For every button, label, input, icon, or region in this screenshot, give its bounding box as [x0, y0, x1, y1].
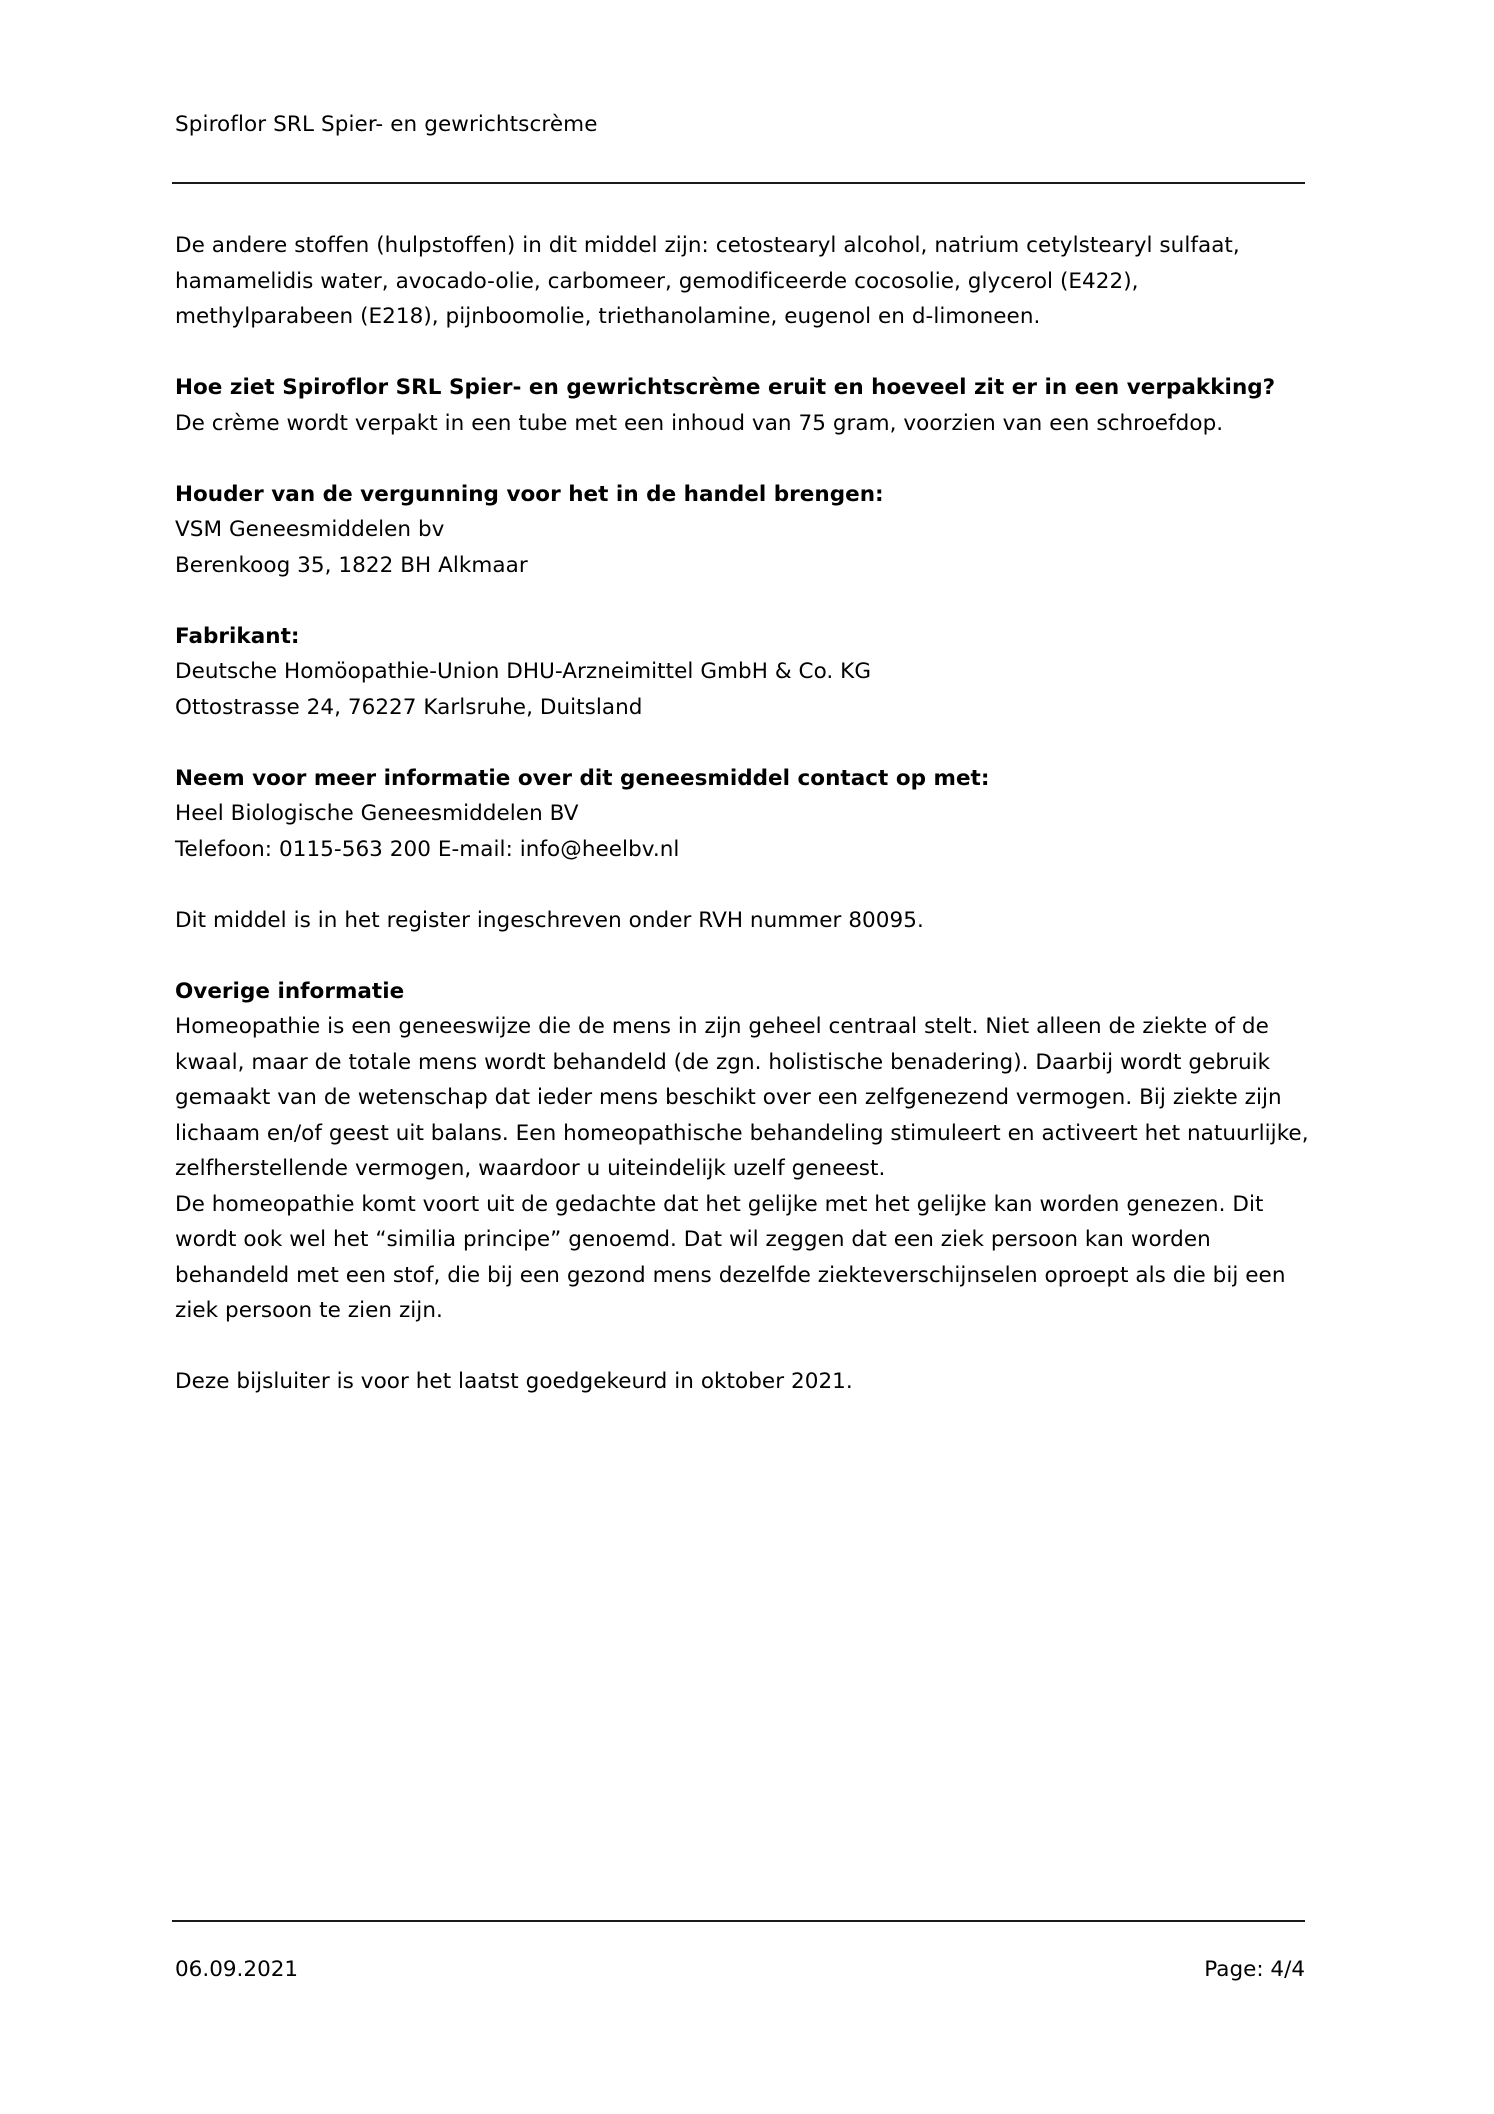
- marketing-authorisation-company: VSM Geneesmiddelen bv: [175, 517, 445, 542]
- appearance-text: De crème wordt verpakt in een tube met een inhoud van 75 gram, voorzien van een schroefdop.: [175, 410, 1224, 436]
- manufacturer-address: Ottostrasse 24, 76227 Karlsruhe, Duitsland: [175, 694, 643, 720]
- contact-details: Telefoon: 0115-563 200 E-mail: info@heelbv.nl: [175, 836, 680, 862]
- spacer: [175, 725, 1315, 761]
- page-header-title: Spiroflor SRL Spier- en gewrichtscrème: [175, 112, 598, 137]
- manufacturer-company: Deutsche Homöopathie-Union DHU-Arzneimittel GmbH & Co. KG: [175, 659, 872, 684]
- registration-text: Dit middel is in het register ingeschreven onder RVH nummer 80095.: [175, 907, 924, 933]
- footer-page-number: Page: 4/4: [1204, 1957, 1305, 1982]
- manufacturer-heading: Fabrikant:: [175, 623, 300, 649]
- spacer: [175, 335, 1315, 371]
- contact-company: Heel Biologische Geneesmiddelen BV: [175, 801, 579, 826]
- marketing-authorisation-heading: Houder van de vergunning voor het in de handel brengen:: [175, 481, 884, 507]
- contact-heading: Neem voor meer informatie over dit geneesmiddel contact op met:: [175, 765, 990, 791]
- footer-date: 06.09.2021: [175, 1957, 299, 1982]
- header-divider: [172, 182, 1305, 184]
- page-footer: [175, 1955, 1305, 1985]
- spacer: [175, 867, 1315, 903]
- other-info-paragraph-1: Homeopathie is een geneeswijze die de mens in zijn geheel centraal stelt. Niet alleen de ziekte of de kwaal, maar de totale mens wordt behandeld (de zgn. holistische benadering). Daarbij wordt gebruik gemaakt van de wetenschap dat ieder mens beschikt over een zelfgenezend vermogen. Bij ziekte zijn lichaam en/of geest uit balans. Een homeopathische behandeling stimuleert en activeert het natuurlijke, zelfherstellende vermogen, waardoor u uiteindelijk uzelf geneest.: [175, 1014, 1309, 1181]
- spacer: [175, 583, 1315, 619]
- approval-text: Deze bijsluiter is voor het laatst goedgekeurd in oktober 2021.: [175, 1369, 853, 1394]
- document-body: [175, 228, 1315, 1400]
- marketing-authorisation-address: Berenkoog 35, 1822 BH Alkmaar: [175, 552, 528, 578]
- footer-divider: [172, 1920, 1305, 1922]
- excipients-paragraph: De andere stoffen (hulpstoffen) in dit middel zijn: cetostearyl alcohol, natrium cetylstearyl sulfaat, hamamelidis water, avocado-olie, carbomeer, gemodificeerde cocosolie, glycerol (E422), methylparabeen (E218), pijnboomolie, triethanolamine, eugenol en d-limoneen.: [175, 233, 1240, 329]
- spacer: [175, 1329, 1315, 1365]
- spacer: [175, 938, 1315, 974]
- other-info-heading: Overige informatie: [175, 978, 405, 1004]
- appearance-heading: Hoe ziet Spiroflor SRL Spier- en gewrichtscrème eruit en hoeveel zit er in een verpakking?: [175, 375, 1276, 400]
- spacer: [175, 441, 1315, 477]
- other-info-paragraph-2: De homeopathie komt voort uit de gedachte dat het gelijke met het gelijke kan worden genezen. Dit wordt ook wel het “similia principe” genoemd. Dat wil zeggen dat een ziek persoon kan worden behandeld met een stof, die bij een gezond mens dezelfde ziekteverschijnselen oproept als die bij een ziek persoon te zien zijn.: [175, 1191, 1286, 1323]
